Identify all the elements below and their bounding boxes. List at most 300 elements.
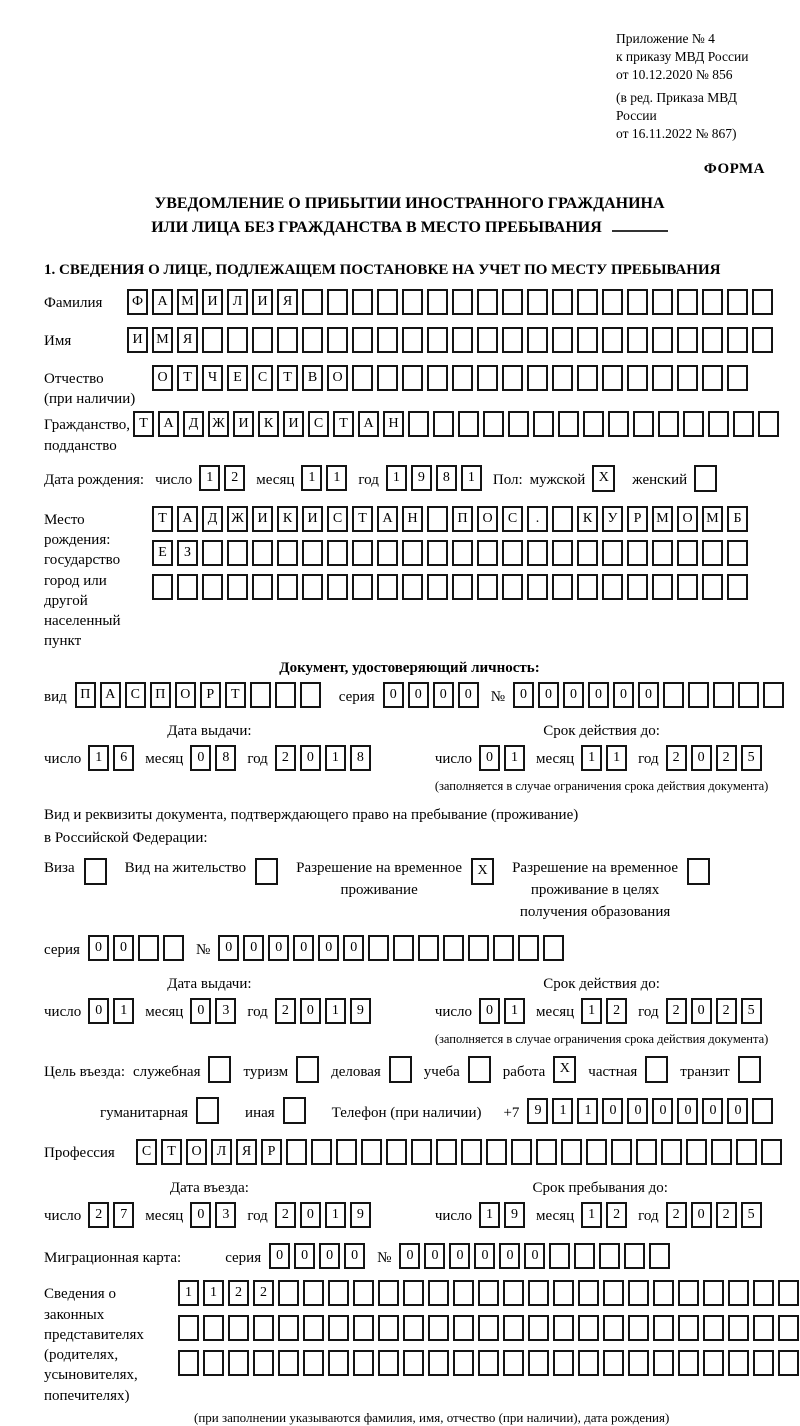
char-box[interactable] — [728, 1350, 749, 1376]
char-box[interactable] — [543, 935, 564, 961]
char-box[interactable]: 1 — [461, 465, 482, 491]
char-box[interactable] — [553, 1315, 574, 1341]
char-box[interactable] — [477, 574, 498, 600]
char-box[interactable] — [703, 1315, 724, 1341]
char-box[interactable]: Ж — [227, 506, 248, 532]
char-box[interactable] — [678, 1350, 699, 1376]
char-box[interactable]: А — [377, 506, 398, 532]
char-box[interactable] — [377, 289, 398, 315]
char-box[interactable] — [527, 365, 548, 391]
char-box[interactable] — [477, 289, 498, 315]
char-box[interactable]: 0 — [474, 1243, 495, 1269]
purpose-other-checkbox[interactable] — [283, 1097, 306, 1124]
char-box[interactable] — [302, 289, 323, 315]
char-box[interactable] — [652, 289, 673, 315]
char-box[interactable] — [653, 1280, 674, 1306]
char-box[interactable]: 2 — [275, 998, 296, 1024]
char-box[interactable] — [736, 1139, 757, 1165]
char-box[interactable]: Т — [277, 365, 298, 391]
char-box[interactable] — [503, 1315, 524, 1341]
char-box[interactable]: 2 — [606, 1202, 627, 1228]
char-box[interactable] — [278, 1315, 299, 1341]
char-box[interactable]: 9 — [350, 998, 371, 1024]
char-box[interactable] — [377, 327, 398, 353]
char-box[interactable] — [511, 1139, 532, 1165]
purpose-business-checkbox[interactable] — [389, 1056, 412, 1083]
purpose-tourism-checkbox[interactable] — [296, 1056, 319, 1083]
char-box[interactable]: 1 — [325, 1202, 346, 1228]
char-box[interactable]: 0 — [268, 935, 289, 961]
char-box[interactable]: Д — [183, 411, 204, 437]
char-box[interactable]: 0 — [300, 745, 321, 771]
char-box[interactable] — [552, 327, 573, 353]
char-box[interactable] — [300, 682, 321, 708]
char-box[interactable] — [702, 574, 723, 600]
char-box[interactable] — [686, 1139, 707, 1165]
char-box[interactable]: 0 — [190, 1202, 211, 1228]
char-box[interactable]: Т — [161, 1139, 182, 1165]
char-box[interactable] — [658, 411, 679, 437]
char-box[interactable] — [428, 1280, 449, 1306]
char-box[interactable]: 0 — [433, 682, 454, 708]
char-box[interactable] — [328, 1350, 349, 1376]
char-box[interactable]: И — [202, 289, 223, 315]
char-box[interactable] — [302, 327, 323, 353]
char-box[interactable]: 2 — [716, 998, 737, 1024]
char-box[interactable] — [503, 1350, 524, 1376]
char-box[interactable] — [552, 540, 573, 566]
char-box[interactable]: 0 — [300, 1202, 321, 1228]
char-box[interactable] — [277, 327, 298, 353]
option-visa-checkbox[interactable] — [84, 858, 107, 885]
char-box[interactable] — [652, 327, 673, 353]
char-box[interactable] — [677, 327, 698, 353]
char-box[interactable]: 1 — [203, 1280, 224, 1306]
char-box[interactable] — [443, 935, 464, 961]
purpose-study-checkbox[interactable] — [468, 1056, 491, 1083]
char-box[interactable] — [411, 1139, 432, 1165]
char-box[interactable]: 0 — [424, 1243, 445, 1269]
char-box[interactable] — [483, 411, 504, 437]
char-box[interactable] — [713, 682, 734, 708]
char-box[interactable] — [502, 540, 523, 566]
char-box[interactable]: М — [152, 327, 173, 353]
char-box[interactable]: А — [158, 411, 179, 437]
char-box[interactable] — [163, 935, 184, 961]
char-box[interactable] — [402, 327, 423, 353]
char-box[interactable] — [493, 935, 514, 961]
char-box[interactable] — [603, 1315, 624, 1341]
char-box[interactable] — [558, 411, 579, 437]
char-box[interactable] — [552, 289, 573, 315]
char-box[interactable]: 0 — [627, 1098, 648, 1124]
char-box[interactable] — [327, 574, 348, 600]
char-box[interactable]: 0 — [293, 935, 314, 961]
char-box[interactable] — [427, 574, 448, 600]
char-box[interactable]: С — [125, 682, 146, 708]
char-box[interactable]: 0 — [691, 998, 712, 1024]
char-box[interactable]: 2 — [666, 998, 687, 1024]
char-box[interactable]: 0 — [479, 998, 500, 1024]
char-box[interactable]: М — [652, 506, 673, 532]
char-box[interactable]: П — [452, 506, 473, 532]
char-box[interactable] — [778, 1280, 799, 1306]
char-box[interactable]: 1 — [504, 998, 525, 1024]
char-box[interactable]: С — [136, 1139, 157, 1165]
char-box[interactable] — [577, 365, 598, 391]
char-box[interactable]: 0 — [499, 1243, 520, 1269]
char-box[interactable] — [402, 574, 423, 600]
char-box[interactable]: 0 — [88, 935, 109, 961]
char-box[interactable] — [627, 365, 648, 391]
char-box[interactable]: 1 — [325, 998, 346, 1024]
char-box[interactable] — [627, 289, 648, 315]
char-box[interactable] — [552, 506, 573, 532]
char-box[interactable] — [452, 327, 473, 353]
char-box[interactable] — [278, 1280, 299, 1306]
char-box[interactable]: И — [252, 289, 273, 315]
char-box[interactable] — [327, 540, 348, 566]
char-box[interactable]: Е — [227, 365, 248, 391]
char-box[interactable] — [377, 574, 398, 600]
char-box[interactable]: 0 — [243, 935, 264, 961]
char-box[interactable] — [678, 1315, 699, 1341]
char-box[interactable]: 2 — [606, 998, 627, 1024]
char-box[interactable] — [677, 365, 698, 391]
char-box[interactable]: С — [252, 365, 273, 391]
char-box[interactable] — [652, 574, 673, 600]
char-box[interactable] — [328, 1280, 349, 1306]
char-box[interactable]: И — [283, 411, 304, 437]
char-box[interactable] — [502, 289, 523, 315]
char-box[interactable] — [753, 1315, 774, 1341]
char-box[interactable]: Ж — [208, 411, 229, 437]
char-box[interactable] — [202, 540, 223, 566]
char-box[interactable] — [468, 935, 489, 961]
char-box[interactable] — [752, 289, 773, 315]
char-box[interactable] — [549, 1243, 570, 1269]
char-box[interactable] — [458, 411, 479, 437]
char-box[interactable]: 0 — [113, 935, 134, 961]
char-box[interactable] — [727, 289, 748, 315]
char-box[interactable] — [452, 574, 473, 600]
char-box[interactable] — [728, 1280, 749, 1306]
char-box[interactable]: 9 — [504, 1202, 525, 1228]
char-box[interactable]: О — [677, 506, 698, 532]
char-box[interactable] — [553, 1280, 574, 1306]
char-box[interactable]: 0 — [513, 682, 534, 708]
char-box[interactable]: 1 — [326, 465, 347, 491]
char-box[interactable]: 1 — [113, 998, 134, 1024]
char-box[interactable] — [427, 506, 448, 532]
char-box[interactable]: 9 — [527, 1098, 548, 1124]
char-box[interactable] — [178, 1350, 199, 1376]
char-box[interactable] — [728, 1315, 749, 1341]
char-box[interactable]: 2 — [716, 745, 737, 771]
char-box[interactable] — [653, 1315, 674, 1341]
char-box[interactable] — [633, 411, 654, 437]
char-box[interactable] — [302, 574, 323, 600]
purpose-humanitarian-checkbox[interactable] — [196, 1097, 219, 1124]
char-box[interactable] — [528, 1280, 549, 1306]
char-box[interactable] — [527, 574, 548, 600]
char-box[interactable] — [478, 1350, 499, 1376]
char-box[interactable] — [228, 1350, 249, 1376]
char-box[interactable] — [603, 1350, 624, 1376]
char-box[interactable]: С — [308, 411, 329, 437]
char-box[interactable]: 1 — [479, 1202, 500, 1228]
char-box[interactable] — [486, 1139, 507, 1165]
char-box[interactable] — [761, 1139, 782, 1165]
char-box[interactable] — [528, 1350, 549, 1376]
char-box[interactable]: 8 — [436, 465, 457, 491]
char-box[interactable]: 0 — [300, 998, 321, 1024]
char-box[interactable]: 0 — [399, 1243, 420, 1269]
char-box[interactable] — [177, 574, 198, 600]
char-box[interactable] — [428, 1315, 449, 1341]
char-box[interactable]: 1 — [301, 465, 322, 491]
char-box[interactable] — [553, 1350, 574, 1376]
char-box[interactable]: 1 — [552, 1098, 573, 1124]
char-box[interactable] — [502, 327, 523, 353]
char-box[interactable]: 0 — [269, 1243, 290, 1269]
char-box[interactable] — [624, 1243, 645, 1269]
char-box[interactable] — [178, 1315, 199, 1341]
char-box[interactable] — [561, 1139, 582, 1165]
char-box[interactable]: 1 — [581, 745, 602, 771]
char-box[interactable] — [427, 540, 448, 566]
char-box[interactable]: 1 — [386, 465, 407, 491]
char-box[interactable] — [303, 1350, 324, 1376]
purpose-transit-checkbox[interactable] — [738, 1056, 761, 1083]
char-box[interactable]: 0 — [727, 1098, 748, 1124]
char-box[interactable] — [636, 1139, 657, 1165]
char-box[interactable] — [428, 1350, 449, 1376]
char-box[interactable]: 1 — [178, 1280, 199, 1306]
char-box[interactable]: Т — [352, 506, 373, 532]
char-box[interactable] — [452, 540, 473, 566]
char-box[interactable] — [663, 682, 684, 708]
char-box[interactable] — [778, 1350, 799, 1376]
char-box[interactable] — [678, 1280, 699, 1306]
char-box[interactable] — [602, 327, 623, 353]
char-box[interactable] — [649, 1243, 670, 1269]
char-box[interactable] — [403, 1350, 424, 1376]
char-box[interactable]: И — [302, 506, 323, 532]
char-box[interactable] — [452, 365, 473, 391]
char-box[interactable]: 2 — [716, 1202, 737, 1228]
char-box[interactable] — [502, 574, 523, 600]
char-box[interactable] — [361, 1139, 382, 1165]
char-box[interactable] — [661, 1139, 682, 1165]
char-box[interactable]: 0 — [613, 682, 634, 708]
char-box[interactable] — [508, 411, 529, 437]
char-box[interactable] — [286, 1139, 307, 1165]
char-box[interactable]: 0 — [408, 682, 429, 708]
char-box[interactable] — [453, 1280, 474, 1306]
char-box[interactable] — [228, 1315, 249, 1341]
char-box[interactable] — [738, 682, 759, 708]
char-box[interactable] — [602, 540, 623, 566]
char-box[interactable] — [352, 540, 373, 566]
char-box[interactable]: 0 — [638, 682, 659, 708]
char-box[interactable] — [652, 365, 673, 391]
char-box[interactable]: 0 — [702, 1098, 723, 1124]
char-box[interactable] — [702, 365, 723, 391]
char-box[interactable]: Я — [277, 289, 298, 315]
char-box[interactable] — [461, 1139, 482, 1165]
char-box[interactable]: И — [127, 327, 148, 353]
char-box[interactable]: М — [702, 506, 723, 532]
purpose-private-checkbox[interactable] — [645, 1056, 668, 1083]
char-box[interactable]: 2 — [666, 1202, 687, 1228]
char-box[interactable] — [152, 574, 173, 600]
char-box[interactable] — [453, 1350, 474, 1376]
char-box[interactable]: 0 — [88, 998, 109, 1024]
char-box[interactable] — [703, 1350, 724, 1376]
char-box[interactable]: Н — [402, 506, 423, 532]
char-box[interactable] — [577, 327, 598, 353]
char-box[interactable] — [611, 1139, 632, 1165]
char-box[interactable] — [453, 1315, 474, 1341]
char-box[interactable] — [277, 540, 298, 566]
char-box[interactable]: 8 — [215, 745, 236, 771]
char-box[interactable]: 2 — [666, 745, 687, 771]
char-box[interactable] — [227, 574, 248, 600]
char-box[interactable] — [702, 289, 723, 315]
char-box[interactable] — [627, 540, 648, 566]
char-box[interactable] — [378, 1280, 399, 1306]
char-box[interactable]: А — [177, 506, 198, 532]
char-box[interactable] — [427, 289, 448, 315]
char-box[interactable] — [393, 935, 414, 961]
char-box[interactable] — [753, 1350, 774, 1376]
char-box[interactable] — [752, 1098, 773, 1124]
char-box[interactable] — [702, 540, 723, 566]
char-box[interactable]: О — [186, 1139, 207, 1165]
char-box[interactable] — [574, 1243, 595, 1269]
char-box[interactable] — [377, 365, 398, 391]
char-box[interactable] — [708, 411, 729, 437]
char-box[interactable]: Е — [152, 540, 173, 566]
char-box[interactable] — [628, 1280, 649, 1306]
char-box[interactable]: У — [602, 506, 623, 532]
char-box[interactable] — [227, 540, 248, 566]
char-box[interactable] — [327, 289, 348, 315]
char-box[interactable]: 3 — [215, 998, 236, 1024]
char-box[interactable] — [577, 289, 598, 315]
char-box[interactable]: К — [258, 411, 279, 437]
char-box[interactable]: Л — [227, 289, 248, 315]
char-box[interactable]: О — [327, 365, 348, 391]
char-box[interactable] — [250, 682, 271, 708]
char-box[interactable] — [583, 411, 604, 437]
char-box[interactable]: С — [327, 506, 348, 532]
char-box[interactable] — [275, 682, 296, 708]
char-box[interactable] — [536, 1139, 557, 1165]
char-box[interactable] — [303, 1315, 324, 1341]
char-box[interactable] — [727, 327, 748, 353]
char-box[interactable] — [627, 574, 648, 600]
char-box[interactable]: Т — [333, 411, 354, 437]
char-box[interactable] — [408, 411, 429, 437]
char-box[interactable] — [758, 411, 779, 437]
char-box[interactable] — [302, 540, 323, 566]
char-box[interactable]: 1 — [504, 745, 525, 771]
char-box[interactable] — [753, 1280, 774, 1306]
gender-male-checkbox[interactable]: X — [592, 465, 615, 492]
char-box[interactable]: Р — [200, 682, 221, 708]
char-box[interactable]: 7 — [113, 1202, 134, 1228]
char-box[interactable] — [433, 411, 454, 437]
char-box[interactable] — [711, 1139, 732, 1165]
char-box[interactable]: 1 — [606, 745, 627, 771]
char-box[interactable]: Р — [627, 506, 648, 532]
char-box[interactable] — [652, 540, 673, 566]
char-box[interactable] — [352, 574, 373, 600]
char-box[interactable] — [527, 289, 548, 315]
char-box[interactable] — [203, 1315, 224, 1341]
char-box[interactable] — [552, 365, 573, 391]
char-box[interactable]: В — [302, 365, 323, 391]
char-box[interactable] — [503, 1280, 524, 1306]
char-box[interactable]: Ч — [202, 365, 223, 391]
char-box[interactable] — [477, 540, 498, 566]
char-box[interactable]: 0 — [190, 745, 211, 771]
char-box[interactable]: Ф — [127, 289, 148, 315]
char-box[interactable]: 0 — [677, 1098, 698, 1124]
purpose-official-checkbox[interactable] — [208, 1056, 231, 1083]
char-box[interactable] — [277, 574, 298, 600]
char-box[interactable] — [478, 1315, 499, 1341]
char-box[interactable] — [303, 1280, 324, 1306]
char-box[interactable] — [608, 411, 629, 437]
char-box[interactable]: А — [358, 411, 379, 437]
char-box[interactable] — [253, 1315, 274, 1341]
char-box[interactable]: 6 — [113, 745, 134, 771]
char-box[interactable] — [352, 327, 373, 353]
char-box[interactable]: 0 — [652, 1098, 673, 1124]
char-box[interactable] — [278, 1350, 299, 1376]
char-box[interactable] — [599, 1243, 620, 1269]
char-box[interactable] — [353, 1315, 374, 1341]
char-box[interactable]: П — [75, 682, 96, 708]
char-box[interactable]: 0 — [218, 935, 239, 961]
char-box[interactable] — [477, 327, 498, 353]
char-box[interactable] — [552, 574, 573, 600]
char-box[interactable] — [527, 540, 548, 566]
char-box[interactable] — [252, 540, 273, 566]
char-box[interactable] — [683, 411, 704, 437]
char-box[interactable] — [402, 365, 423, 391]
char-box[interactable] — [628, 1350, 649, 1376]
char-box[interactable]: Т — [133, 411, 154, 437]
char-box[interactable]: И — [233, 411, 254, 437]
char-box[interactable] — [227, 327, 248, 353]
char-box[interactable] — [502, 365, 523, 391]
char-box[interactable] — [328, 1315, 349, 1341]
char-box[interactable] — [368, 935, 389, 961]
char-box[interactable] — [352, 365, 373, 391]
char-box[interactable]: Т — [225, 682, 246, 708]
char-box[interactable] — [586, 1139, 607, 1165]
char-box[interactable] — [602, 365, 623, 391]
char-box[interactable] — [252, 574, 273, 600]
gender-female-checkbox[interactable] — [694, 465, 717, 492]
char-box[interactable] — [702, 327, 723, 353]
char-box[interactable] — [352, 289, 373, 315]
char-box[interactable] — [528, 1315, 549, 1341]
